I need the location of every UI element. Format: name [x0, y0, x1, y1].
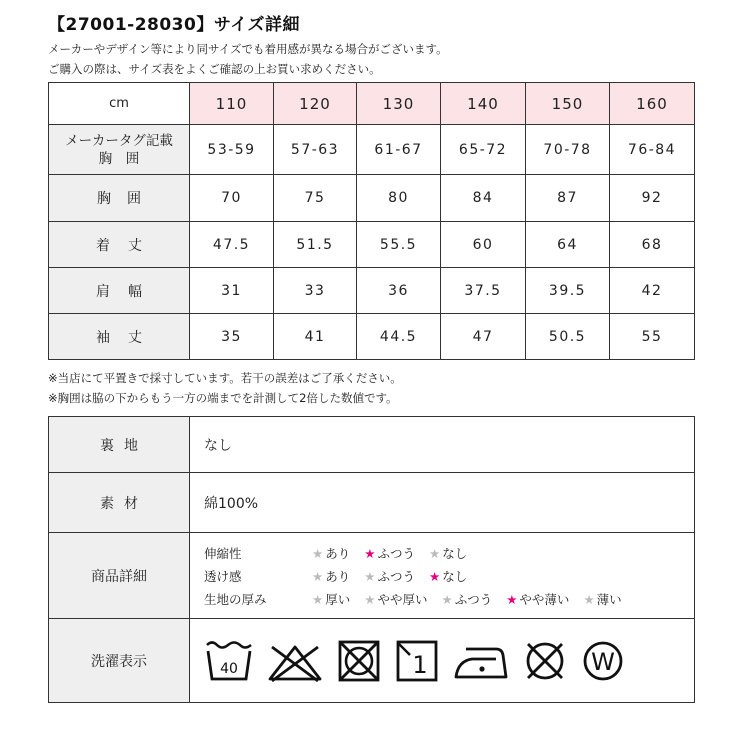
cell: 55.5: [357, 222, 441, 268]
table-row: [49, 175, 695, 222]
iron-low-icon: [452, 639, 510, 683]
page-title: 【27001-28030】サイズ詳細: [48, 15, 300, 35]
cell: 76-84: [610, 125, 695, 175]
cell: 36: [357, 268, 441, 314]
cell: 42: [610, 268, 695, 314]
line-dry-icon: [394, 639, 440, 683]
option-label: ふつう: [377, 568, 415, 584]
cell: 47: [441, 314, 526, 360]
line-dry-mark: 1: [412, 650, 428, 679]
option-label: あり: [325, 568, 351, 584]
no-dry-clean-icon: [522, 639, 568, 683]
wash-temp: 40: [220, 660, 238, 677]
table-row: [49, 268, 695, 314]
cell: 31: [190, 268, 274, 314]
row-label-tag-chest: [49, 125, 190, 175]
wet-clean-mark: W: [591, 647, 615, 676]
size-130: 130: [357, 83, 441, 125]
wash-40-icon: [204, 639, 254, 683]
cell: 70-78: [526, 125, 610, 175]
cell: 33: [274, 268, 357, 314]
no-tumble-dry-icon: [336, 639, 382, 683]
lining-label: 裏地: [49, 417, 190, 473]
unit-label: cm: [49, 83, 190, 125]
table-row: [49, 222, 695, 268]
detail-line: [204, 541, 694, 564]
row-label-chest: 胸囲: [49, 175, 190, 222]
size-header-row: [49, 83, 695, 125]
material-label: 素材: [49, 473, 190, 533]
size-table: [48, 82, 695, 360]
material-row: [49, 473, 695, 533]
detail-option: [441, 590, 492, 608]
row-label-length: 着丈: [49, 222, 190, 268]
option-label: ふつう: [377, 545, 415, 561]
cell: 37.5: [441, 268, 526, 314]
lining-value: なし: [190, 417, 695, 473]
cell: 35: [190, 314, 274, 360]
care-row: [49, 619, 695, 703]
cell: 80: [357, 175, 441, 222]
star-selected-icon: ★: [364, 545, 376, 561]
detail-option: [583, 590, 621, 608]
cell: 55: [610, 314, 695, 360]
star-icon: ★: [312, 568, 324, 584]
option-label: なし: [442, 568, 468, 584]
option-label: やや厚い: [377, 591, 428, 607]
detail-option: [429, 544, 467, 562]
detail-line: [204, 587, 694, 610]
size-140: 140: [441, 83, 526, 125]
detail-option: [312, 590, 350, 608]
care-icons: [190, 619, 695, 703]
star-icon: ★: [364, 591, 376, 607]
cell: 57-63: [274, 125, 357, 175]
star-icon: ★: [441, 591, 453, 607]
note-bottom-1: ※当店にて平置きで採寸しています。若干の誤差はご了承ください。: [48, 371, 402, 385]
row-label-sleeve: 袖丈: [49, 314, 190, 360]
option-label: 厚い: [325, 591, 351, 607]
cell: 47.5: [190, 222, 274, 268]
cell: 87: [526, 175, 610, 222]
size-160: 160: [610, 83, 695, 125]
option-label: やや薄い: [519, 591, 570, 607]
lining-row: [49, 417, 695, 473]
option-label: ふつう: [454, 591, 493, 607]
note-top-1: メーカーやデザイン等により同サイズでも着用感が異なる場合がございます。: [48, 42, 448, 56]
cell: 70: [190, 175, 274, 222]
star-selected-icon: ★: [428, 568, 441, 584]
detail-name: 伸縮性: [204, 545, 242, 561]
cell: 84: [441, 175, 526, 222]
table-row: [49, 125, 695, 175]
cell: 61-67: [357, 125, 441, 175]
material-value: 綿100%: [190, 473, 695, 533]
cell: 75: [274, 175, 357, 222]
cell: 65-72: [441, 125, 526, 175]
cell: 50.5: [526, 314, 610, 360]
table-row: [49, 314, 695, 360]
detail-option: [429, 567, 467, 585]
details-list: [190, 533, 695, 619]
cell: 51.5: [274, 222, 357, 268]
no-bleach-icon: [266, 639, 324, 683]
size-110: 110: [190, 83, 274, 125]
wet-clean-icon: [580, 639, 626, 683]
cell: 60: [441, 222, 526, 268]
star-icon: ★: [583, 591, 595, 607]
detail-option: [312, 567, 350, 585]
tag-label-line2: 胸 囲: [98, 150, 140, 167]
cell: 44.5: [357, 314, 441, 360]
cell: 92: [610, 175, 695, 222]
detail-name: 透け感: [204, 568, 242, 584]
star-selected-icon: ★: [506, 591, 518, 607]
note-bottom-2: ※胸囲は脇の下からもう一方の端までを計測して2倍した数値です。: [48, 391, 398, 405]
detail-table: [48, 416, 695, 703]
star-icon: ★: [364, 568, 376, 584]
cell: 41: [274, 314, 357, 360]
star-icon: ★: [428, 545, 441, 561]
cell: 39.5: [526, 268, 610, 314]
star-icon: ★: [312, 591, 324, 607]
detail-line: [204, 564, 694, 587]
detail-option: [364, 544, 415, 562]
option-label: 薄い: [596, 591, 622, 607]
detail-name: 生地の厚み: [204, 591, 267, 607]
detail-option: [312, 544, 350, 562]
size-120: 120: [274, 83, 357, 125]
size-150: 150: [526, 83, 610, 125]
star-icon: ★: [312, 545, 324, 561]
row-label-shoulder: 肩幅: [49, 268, 190, 314]
option-label: なし: [442, 545, 468, 561]
detail-option: [364, 590, 427, 608]
care-label: 洗濯表示: [49, 619, 190, 703]
option-label: あり: [325, 545, 351, 561]
note-top-2: ご購入の際は、サイズ表をよくご確認の上お買い求めください。: [48, 62, 381, 76]
tag-label-line1: メーカータグ記載: [65, 132, 173, 149]
details-row: [49, 533, 695, 619]
details-label: 商品詳細: [49, 533, 190, 619]
cell: 68: [610, 222, 695, 268]
detail-option: [364, 567, 415, 585]
cell: 64: [526, 222, 610, 268]
cell: 53-59: [190, 125, 274, 175]
detail-option: [506, 590, 569, 608]
